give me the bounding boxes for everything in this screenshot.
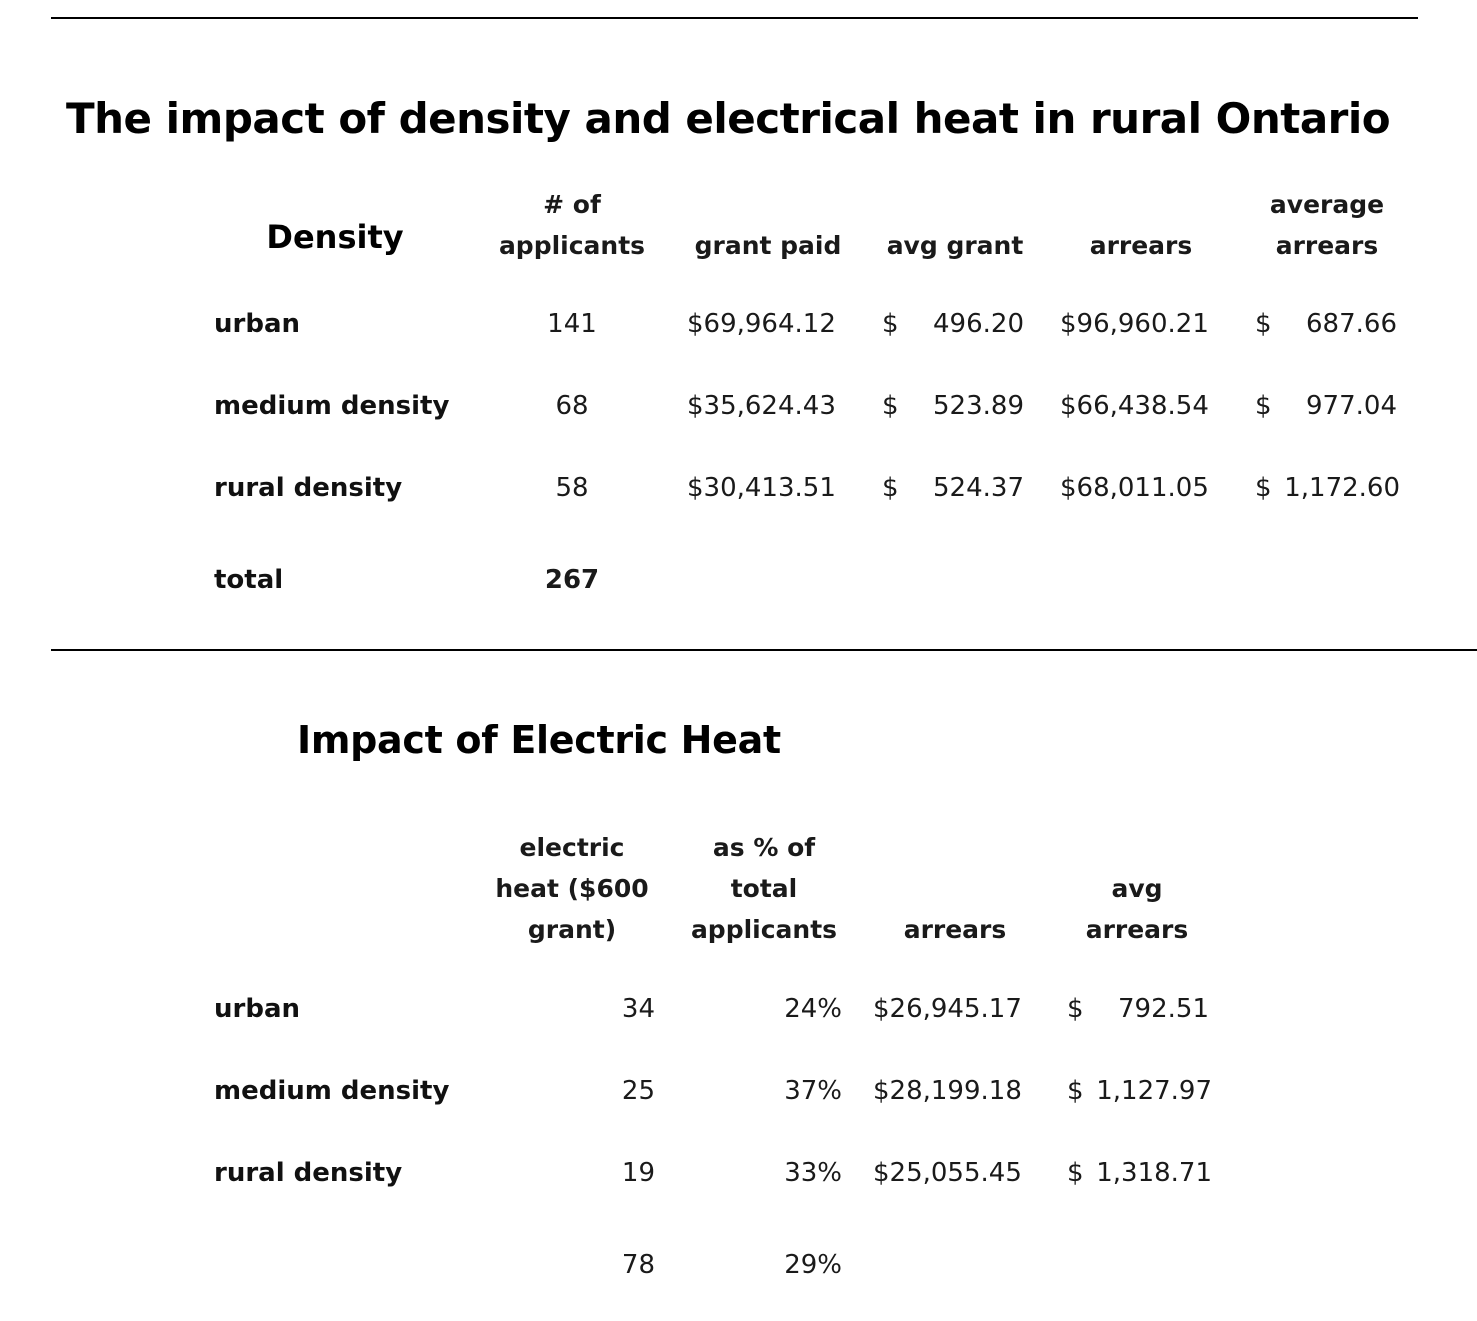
avg-grant-value: 496.20 <box>933 309 1024 339</box>
electric-row-avg-arrears <box>1067 994 1209 1024</box>
avg-arrears-header <box>1242 184 1412 266</box>
section-divider <box>51 649 1477 651</box>
electric-row-pct: 37% <box>784 1076 842 1106</box>
pct-header-line1: as % of <box>712 833 816 862</box>
arrears-header: arrears <box>1089 231 1193 260</box>
electric-header-line2: heat ($600 <box>495 874 649 903</box>
currency-symbol: $ <box>1067 994 1084 1024</box>
electric-row-arrears: $28,199.18 <box>873 1076 1022 1106</box>
avg-arrears-value: 687.66 <box>1306 309 1397 339</box>
electric-row-count: 34 <box>621 994 655 1024</box>
density-row-label-medium: medium density <box>214 391 450 421</box>
density-row-avg-arrears <box>1255 309 1397 339</box>
density-total-applicants: 267 <box>544 565 600 595</box>
density-header: Density <box>266 218 404 256</box>
density-row-avg-grant <box>882 473 1024 503</box>
avg-arrears-value: 792.51 <box>1118 994 1209 1024</box>
currency-symbol: $ <box>1255 391 1272 421</box>
density-row-label-urban: urban <box>214 309 300 339</box>
pct-header-line2: total <box>730 874 798 903</box>
electric-row-count: 19 <box>621 1158 655 1188</box>
density-row-arrears: $66,438.54 <box>1060 391 1209 421</box>
applicants-header <box>487 184 657 266</box>
applicants-header-line1: # of <box>543 190 601 219</box>
electric-row-pct: 24% <box>784 994 842 1024</box>
avg-arrears-header-line1: average <box>1269 190 1385 219</box>
avg-arrears-header-line2: arrears <box>1275 231 1379 260</box>
pct-header-line3: applicants <box>690 915 838 944</box>
electric-row-arrears: $25,055.45 <box>873 1158 1022 1188</box>
electric-row-avg-arrears <box>1067 1076 1212 1106</box>
density-row-avg-grant <box>882 309 1024 339</box>
density-row-applicants: 68 <box>555 391 589 421</box>
currency-symbol: $ <box>882 473 899 503</box>
currency-symbol: $ <box>882 309 899 339</box>
density-row-applicants: 58 <box>555 473 589 503</box>
currency-symbol: $ <box>1255 473 1272 503</box>
electric-header-line3: grant) <box>527 915 617 944</box>
currency-symbol: $ <box>1255 309 1272 339</box>
electric-row-count: 25 <box>621 1076 655 1106</box>
currency-symbol: $ <box>882 391 899 421</box>
density-row-grant-paid: $69,964.12 <box>687 309 836 339</box>
electric-row-label-urban: urban <box>214 994 300 1024</box>
density-row-grant-paid: $35,624.43 <box>687 391 836 421</box>
electric-avg-arrears-line2: arrears <box>1085 915 1189 944</box>
electric-row-label-medium: medium density <box>214 1076 450 1106</box>
electric-row-avg-arrears <box>1067 1158 1212 1188</box>
density-row-label-rural: rural density <box>214 473 403 503</box>
electric-total-count: 78 <box>621 1250 655 1280</box>
pct-applicants-header <box>676 827 852 950</box>
density-row-arrears: $96,960.21 <box>1060 309 1209 339</box>
avg-arrears-value: 1,127.97 <box>1096 1076 1212 1106</box>
avg-grant-value: 524.37 <box>933 473 1024 503</box>
currency-symbol: $ <box>1067 1076 1084 1106</box>
electric-avg-arrears-header <box>1052 868 1222 950</box>
electric-row-label-rural: rural density <box>214 1158 403 1188</box>
electric-heat-header <box>480 827 664 950</box>
currency-symbol: $ <box>1067 1158 1084 1188</box>
grant-paid-header: grant paid <box>694 231 842 260</box>
density-row-applicants: 141 <box>547 309 597 339</box>
electric-total-pct: 29% <box>784 1250 842 1280</box>
density-row-arrears: $68,011.05 <box>1060 473 1209 503</box>
avg-grant-header: avg grant <box>886 231 1024 260</box>
electric-row-pct: 33% <box>784 1158 842 1188</box>
avg-grant-value: 523.89 <box>933 391 1024 421</box>
density-row-grant-paid: $30,413.51 <box>687 473 836 503</box>
avg-arrears-value: 977.04 <box>1306 391 1397 421</box>
electric-avg-arrears-line1: avg <box>1111 874 1163 903</box>
top-divider <box>51 17 1418 19</box>
density-row-avg-arrears <box>1255 473 1400 503</box>
electric-heat-title: Impact of Electric Heat <box>297 718 781 762</box>
electric-header-line1: electric <box>519 833 625 862</box>
density-row-avg-grant <box>882 391 1024 421</box>
applicants-header-line2: applicants <box>498 231 646 260</box>
avg-arrears-value: 1,172.60 <box>1284 473 1400 503</box>
page-title: The impact of density and electrical heat in rural Ontario <box>66 94 1391 143</box>
electric-arrears-header: arrears <box>903 915 1007 944</box>
avg-arrears-value: 1,318.71 <box>1096 1158 1212 1188</box>
density-row-avg-arrears <box>1255 391 1397 421</box>
density-total-label: total <box>214 565 284 595</box>
electric-row-arrears: $26,945.17 <box>873 994 1022 1024</box>
